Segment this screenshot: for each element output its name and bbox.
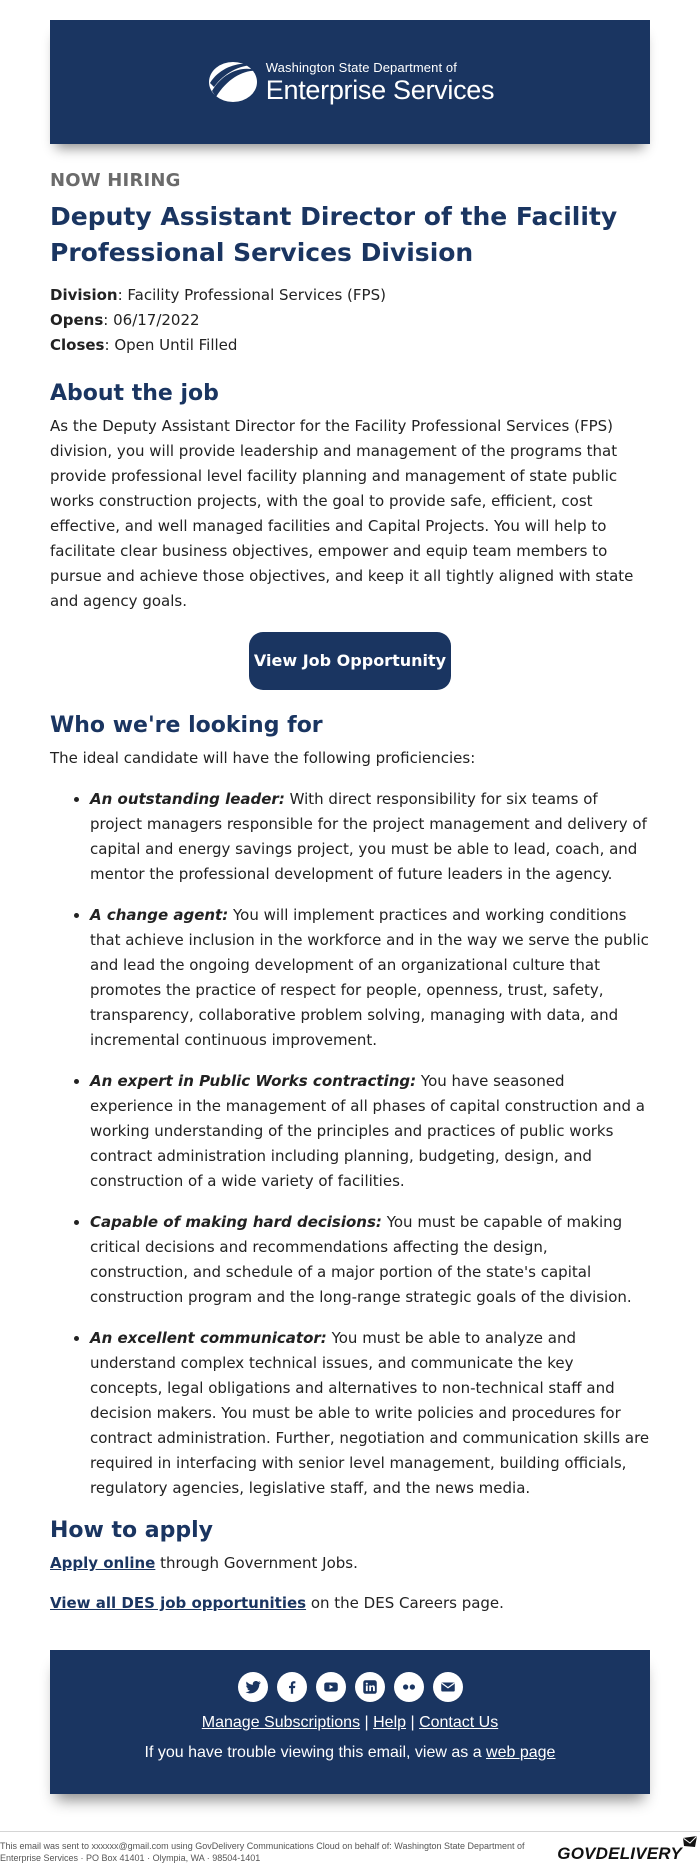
apply-online-text: through Government Jobs.: [155, 1554, 358, 1572]
disclaimer-line-1: This email was sent to xxxxxx@gmail.com using GovDelivery Communications Cloud on behalf of: Washington State Department of: [0, 1841, 525, 1851]
opens-value: : 06/17/2022: [103, 311, 200, 329]
email-container: [50, 20, 650, 1794]
apply-online-link[interactable]: Apply online: [50, 1554, 156, 1572]
proficiency-list: [50, 787, 650, 1501]
linkedin-icon[interactable]: [355, 1672, 385, 1702]
proficiency-text: You must be able to analyze and understand complex technical issues, and communicate the key concepts, legal obligations and alternatives to non-technical staff and decision makers. You must be able to write policies and procedures for contract administration. Further, negotiation and communication skills are required in interfacing with senior level management, building officials, regulatory agencies, legislative staff, and the news media.: [90, 1329, 650, 1497]
govdelivery-envelope-icon: [682, 1835, 698, 1849]
footer-banner: [50, 1650, 650, 1794]
about-heading: About the job: [50, 381, 219, 406]
view-all-text: on the DES Careers page.: [306, 1594, 504, 1612]
footer-separator: |: [406, 1714, 420, 1731]
opens-row: [50, 308, 650, 333]
email-icon[interactable]: [433, 1672, 463, 1702]
govdelivery-logo[interactable]: GOVDELIVERY: [557, 1844, 682, 1863]
contact-us-link[interactable]: Contact Us: [419, 1714, 499, 1731]
list-item: [90, 903, 650, 1053]
govdelivery-disclaimer: [0, 1840, 600, 1864]
main-content: [50, 144, 650, 1616]
division-label: Division: [50, 286, 118, 304]
list-item: [90, 1069, 650, 1194]
list-item: [90, 787, 650, 887]
view-all-jobs-link[interactable]: View all DES job opportunities: [50, 1594, 307, 1612]
disclaimer-line-2: Enterprise Services · PO Box 41401 · Olympia, WA · 98504-1401: [0, 1853, 261, 1863]
proficiency-lead: An excellent communicator:: [90, 1329, 327, 1347]
proficiency-text: You have seasoned experience in the management of all phases of capital construction and a working understanding of the principles and practices of public works contract administration including planning, budgeting, design, and construction of a wide variety of facilities.: [90, 1072, 645, 1190]
view-as-web-page-line: [50, 1744, 650, 1762]
proficiency-lead: A change agent:: [90, 906, 229, 924]
division-value: : Facility Professional Services (FPS): [117, 286, 386, 304]
header-banner: [50, 20, 650, 144]
view-job-opportunity-button[interactable]: View Job Opportunity: [249, 632, 451, 690]
trouble-text: If you have trouble viewing this email, view as a: [144, 1744, 487, 1761]
youtube-icon[interactable]: [316, 1672, 346, 1702]
flickr-icon[interactable]: [394, 1672, 424, 1702]
help-link[interactable]: Help: [373, 1714, 407, 1731]
manage-subscriptions-link[interactable]: Manage Subscriptions: [201, 1714, 361, 1731]
apply-section: [50, 1551, 650, 1616]
list-item: [90, 1210, 650, 1310]
des-logo: [206, 57, 494, 107]
looking-heading: Who we're looking for: [50, 713, 323, 738]
closes-label: Closes: [50, 336, 105, 354]
how-to-apply-heading: How to apply: [50, 1518, 214, 1543]
des-swoosh-icon: [206, 57, 260, 107]
job-title: Deputy Assistant Director of the Facility Professional Services Division: [50, 202, 618, 267]
list-item: [90, 1326, 650, 1501]
division-row: [50, 283, 650, 308]
twitter-icon[interactable]: [238, 1672, 268, 1702]
closes-value: : Open Until Filled: [104, 336, 238, 354]
proficiency-lead: An expert in Public Works contracting:: [90, 1072, 417, 1090]
apply-online-line: [50, 1551, 650, 1576]
logo-line-2: Enterprise Services: [265, 74, 495, 105]
about-text: As the Deputy Assistant Director for the Facility Professional Services (FPS) division, you will provide leadership and management of the programs that provide professional level facility planning and management of state public works construction projects, with the goal to provide safe, efficient, cost effective, and well managed facilities and Capital Projects. You will help to facilitate clear business objectives, empower and equip team members to pursue and achieve those objectives, and keep it all tightly aligned with state and agency goals.: [50, 417, 634, 610]
job-meta: [50, 283, 650, 358]
looking-intro: The ideal candidate will have the following proficiencies:: [50, 749, 476, 767]
proficiency-lead: An outstanding leader:: [90, 790, 285, 808]
opens-label: Opens: [50, 311, 104, 329]
footer-separator: |: [360, 1714, 374, 1731]
footer-links: [50, 1714, 650, 1732]
facebook-icon[interactable]: [277, 1672, 307, 1702]
proficiency-lead: Capable of making hard decisions:: [90, 1213, 382, 1231]
view-all-line: [50, 1591, 650, 1616]
now-hiring-label: NOW HIRING: [50, 170, 181, 191]
closes-row: [50, 333, 650, 358]
proficiency-text: You must be capable of making critical decisions and recommendations affecting the design, construction, and schedule of a major portion of the state's capital construction program and the long-range strategic goals of the division.: [90, 1213, 632, 1306]
web-page-link[interactable]: web page: [486, 1744, 556, 1761]
logo-line-1: Washington State Department of: [265, 59, 457, 75]
social-icons: [50, 1672, 650, 1702]
proficiency-text: With direct responsibility for six teams of project managers responsible for the project management and delivery of capital and energy savings project, you must be able to lead, coach, and mentor the professional development of future leaders in the agency.: [90, 790, 647, 883]
proficiency-text: You will implement practices and working conditions that achieve inclusion in the workforce and in the way we serve the public and lead the ongoing development of an organizational culture that promotes the practice of respect for people, openness, trust, safety, transparency, collaborative problem solving, managing with data, and incremental continuous improvement.: [90, 906, 649, 1049]
